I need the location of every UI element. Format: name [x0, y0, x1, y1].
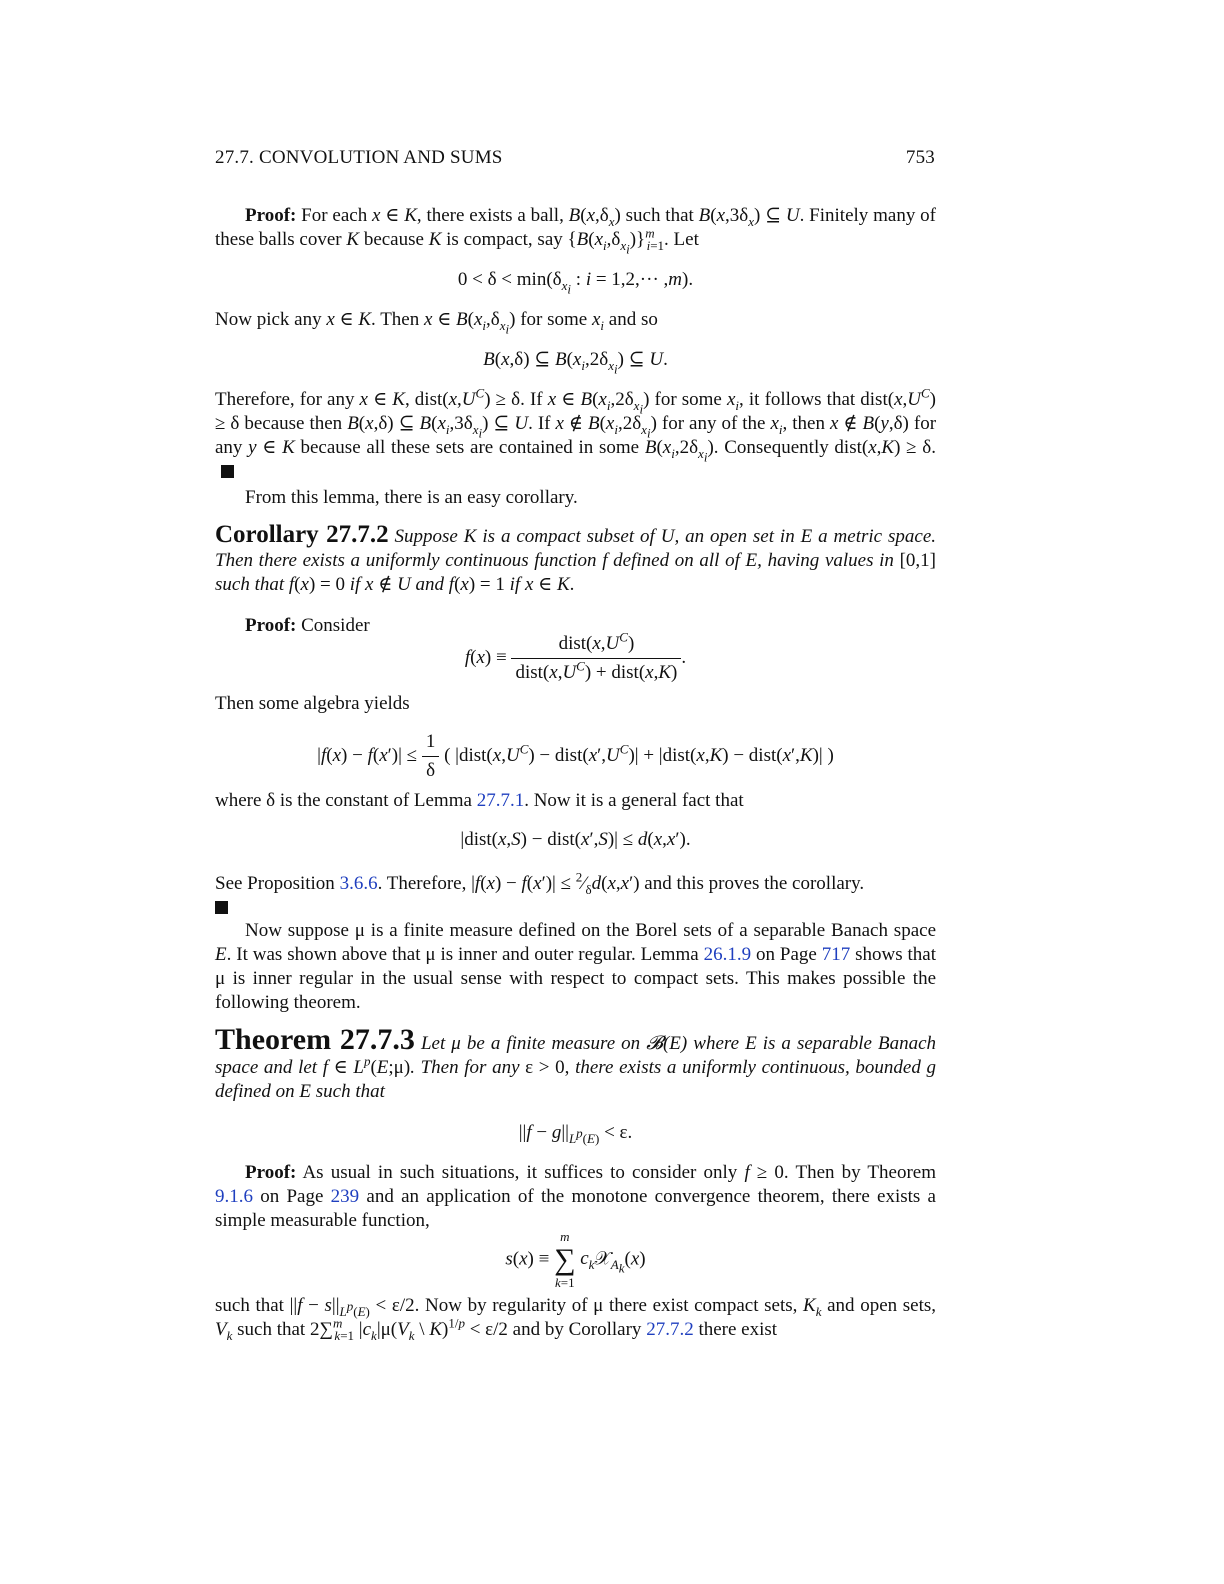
theorem-proof-paragraph: Proof: As usual in such situations, it suffices to consider only f ≥ 0. Then by Theorem 9.1.6 on Page 239 and an application of the monotone convergence theorem, there exists a simple measurable function, — [215, 1162, 937, 1231]
theorem-27-7-3: Theorem 27.7.3 Let μ be a finite measure on 𝓑(E) where E is a separable Banach space and let f ∈ $L^p(E;\mu)$. Then for any ε > 0, there exists a uniformly continuous, bounded g defined on E such that — [215, 1023, 936, 1102]
proof-paragraph-2: Now pick any x ∈ K. Then x ∈ $B(x_i,\delta_{x_i})$ for some $x_i$ and so — [215, 309, 658, 337]
qed-square — [221, 465, 234, 478]
page-239-link[interactable]: 239 — [330, 1186, 360, 1207]
corollary-27-7-2: Corollary 27.7.2 Suppose K is a compact subset of U, an open set in E a metric space. Then there exists a uniformly continuous function f defined on all of E, having values in [0,1] such that f(x) = 0 if x ∉ U and f(x) = 1 if x ∈ K. — [215, 521, 937, 595]
prop-3-6-6-link[interactable]: 3.6.6 — [339, 873, 378, 894]
from-lemma-line: From this lemma, there is an easy corollary. — [245, 487, 578, 508]
equation-delta-min: $0 < \delta < \min(\delta_{x_i}$ : i = 1,2,··· ,m). — [457, 269, 694, 297]
consider-text: Consider — [301, 615, 370, 636]
where-delta-line: where δ is the constant of Lemma 27.7.1. Now it is a general fact that — [215, 790, 744, 811]
equation-norm-bound: $||f - g||_{L^p(E)} < \varepsilon$. — [518, 1122, 633, 1146]
page-number: 753 — [905, 147, 935, 168]
lemma-27-7-1-link[interactable]: 27.7.1 — [476, 790, 525, 811]
such-that-paragraph: such that $||f - s||_{L^p(E)} < \varepsilon/2$. Now by regularity of μ there exist compact sets, $K_k$ and open sets, $V_k$ such that 2∑$^m_{k=1}$ $|c_k|\mu(V_k$ \ K)$^{1/p}$ < ε/2 and by Corollary 27.7.2 there exist — [215, 1295, 937, 1343]
equation-f-definition: f(x) ≡ $\frac{dist(x,U^C)}{dist(x,U^C) + dist(x,K)}$ . — [464, 629, 687, 683]
proof-paragraph-1: Proof: For each x ∈ K, there exists a ball, $B(x,\delta_x)$ such that $B(x,3\delta_x)$ ⊆ U. Finitely many of these balls cover K because K is compact, say $\{B(x_i,\delta_{x_i})\}^m_{i=1}$. Let — [215, 205, 936, 257]
proof-paragraph-3: Therefore, for any x ∈ K, $dist(x,U^C) \ge \delta$. If x ∈ $B(x_i,2\delta_{x_i})$ for some $x_i$, it follows that $dist(x,U^C) \ge \delta$ because then B(x,δ) ⊆ $B(x_i,3\delta_{x_i})$ ⊆ U. If x ∉ $B(x_i,2\delta_{x_i})$ for any of the $x_i$, then x ∉ B(y,δ) for any y ∈ K because all these sets are contained in some $B(x_i,2\delta_{x_i})$. Consequently dist(x,K) ≥ δ. — [215, 388, 936, 484]
cor-27-7-2-link[interactable]: 27.7.2 — [646, 1319, 694, 1340]
equation-dist-fact: |dist(x,S) − dist(x′,S)| ≤ d(x,x′). — [460, 829, 691, 850]
proof-label: Proof: — [245, 205, 297, 226]
equation-lipschitz-bound: |f(x) − f(x′)| ≤ $\frac{1}{\delta}$ ( $|dist(x,U^C)$ − $dist(x',U^C)|$ + |dist(x,K) − dist(x′,K)| ) — [317, 731, 834, 781]
proof-label-3: Proof: — [245, 1162, 297, 1183]
equation-simple-function: s(x) ≡ m ∑ k=1 $c_k𝒳_{A_k}(x)$ — [505, 1229, 646, 1290]
page-717-link[interactable]: 717 — [821, 944, 851, 965]
qed-square-2 — [215, 901, 228, 914]
measure-paragraph: Now suppose μ is a finite measure defined on the Borel sets of a separable Banach space E. It was shown above that μ is inner and outer regular. Lemma 26.1.9 on Page 717 shows that μ is inner regular in the usual sense with respect to compact sets. This makes possible the following theorem. — [215, 920, 937, 1013]
running-header — [215, 147, 935, 169]
proof-label-2: Proof: — [245, 615, 297, 636]
possible-text: possible the following theorem. — [215, 968, 936, 1013]
theorem-heading: Theorem 27.7.3 — [215, 1023, 415, 1056]
see-proposition-line: See Proposition 3.6.6. Therefore, $|f(x) - f(x')| \le ^2⁄_\delta d(x,x')$ and this proves the corollary. — [215, 872, 936, 920]
corollary-heading: Corollary 27.7.2 — [215, 521, 389, 548]
lemma-26-1-9-link[interactable]: 26.1.9 — [703, 944, 752, 965]
then-algebra-line: Then some algebra yields — [215, 693, 410, 714]
equation-ball-inclusion: B(x,δ) ⊆ $B(x_i,2\delta_{x_i})$ ⊆ U. — [483, 349, 668, 377]
thm-9-1-6-link[interactable]: 9.1.6 — [215, 1186, 253, 1207]
running-title: 27.7. CONVOLUTION AND SUMS — [215, 147, 503, 168]
